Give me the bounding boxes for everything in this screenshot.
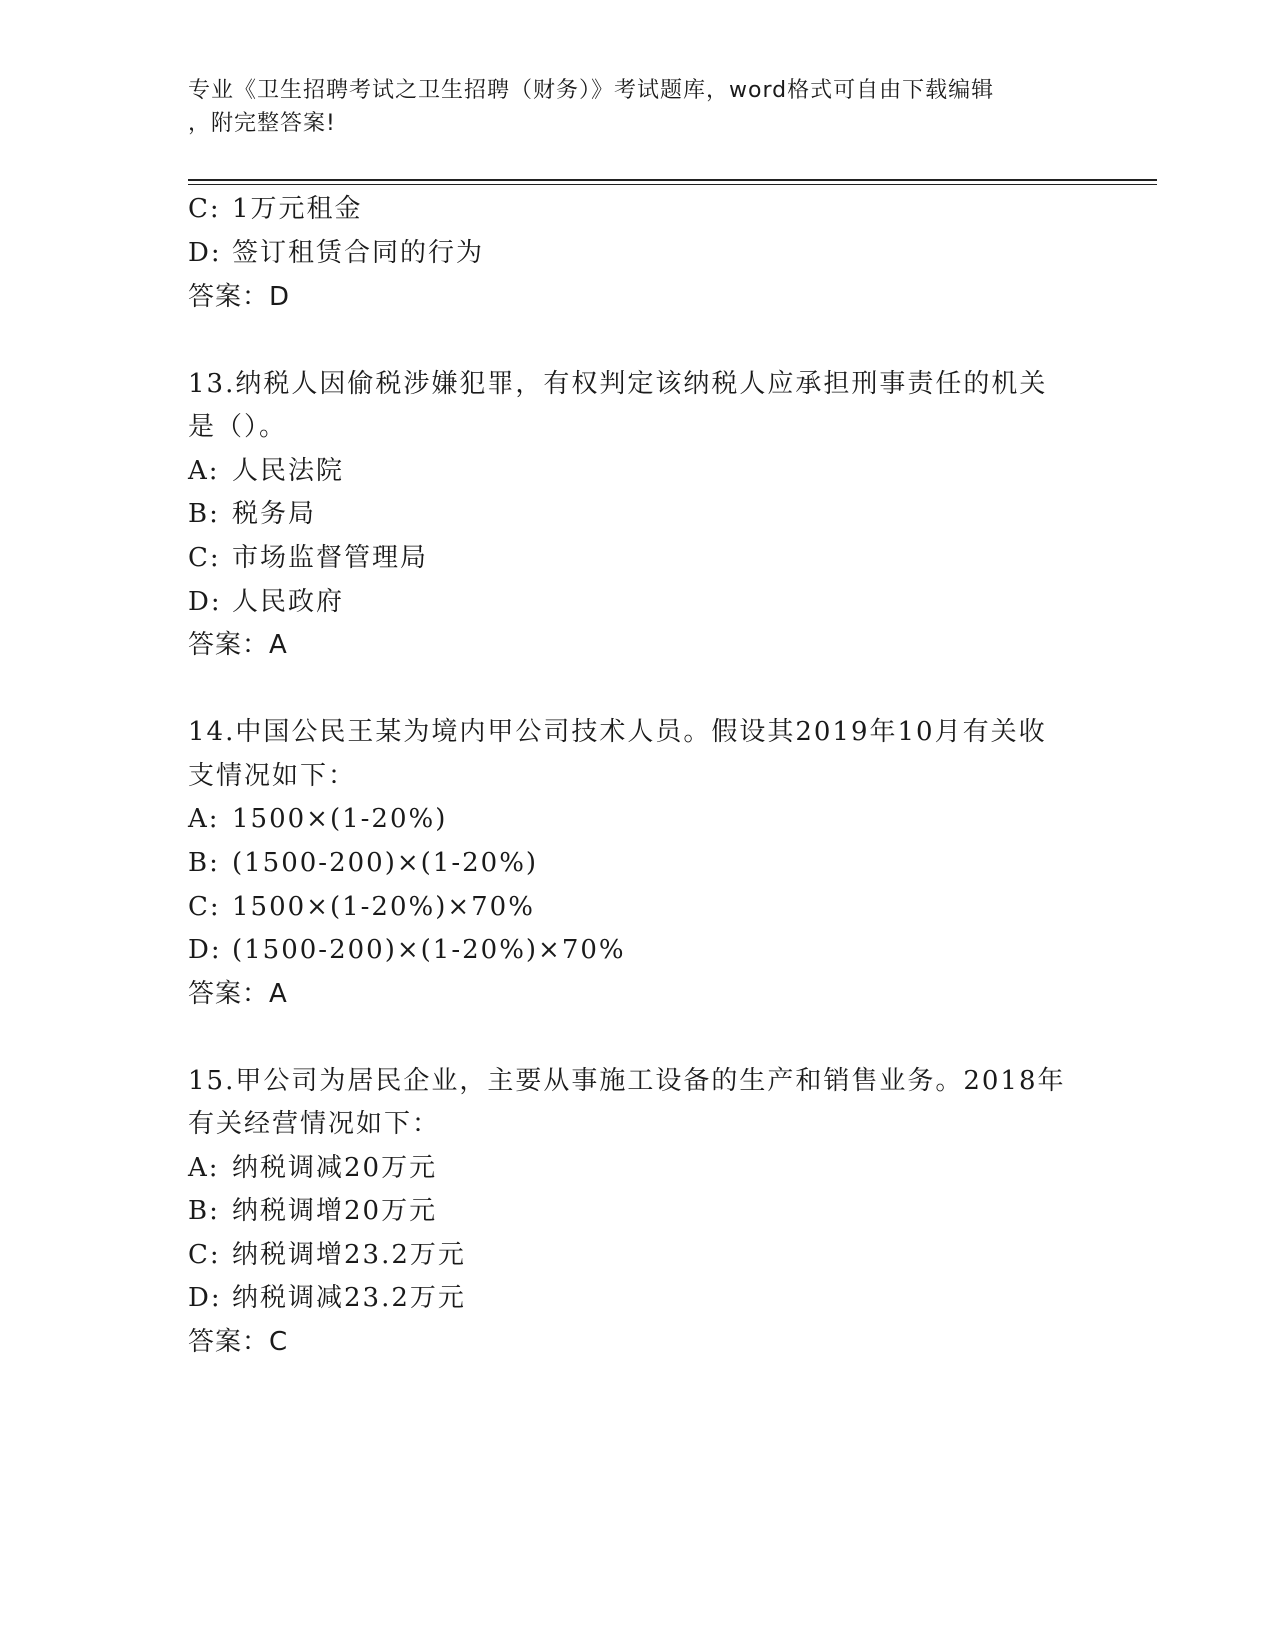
option-key: C: [188,892,221,922]
q13-option-a [188,453,344,489]
option-key: D: [188,238,222,268]
option-key: D: [188,935,222,965]
option-text: 签订租赁合同的行为 [232,238,485,268]
option-text: 人民法院 [232,456,345,486]
option-text: 纳税调增23.2万元 [232,1240,466,1270]
q15-option-a [188,1150,437,1186]
q14-option-d [188,932,626,968]
q14-answer: 答案：A [188,979,288,1009]
option-key: B: [188,848,220,878]
option-key: D: [188,1283,222,1313]
q13-stem-line-1: 13.纳税人因偷税涉嫌犯罪，有权判定该纳税人应承担刑事责任的机关 [188,369,1048,399]
option-key: B: [188,499,220,529]
q15-stem-line-1: 15.甲公司为居民企业，主要从事施工设备的生产和销售业务。2018年 [188,1066,1066,1096]
option-key: D: [188,587,222,617]
q14-option-a [188,801,447,837]
q15-option-c [188,1237,466,1273]
header-line-1: 专业《卫生招聘考试之卫生招聘（财务）》考试题库，word格式可自由下载编辑 [188,78,995,103]
option-key: C: [188,543,221,573]
option-text: 纳税调减20万元 [232,1153,438,1183]
option-text: 人民政府 [232,587,345,617]
option-text: 纳税调减23.2万元 [232,1283,466,1313]
option-text: (1500-200)×(1-20%) [232,848,539,878]
option-key: A: [188,1153,220,1183]
option-key: C: [188,194,221,224]
q13-stem-line-2: 是（）。 [188,412,288,442]
option-c-prev [188,191,363,227]
option-key: A: [188,456,220,486]
option-d-prev [188,235,484,271]
option-key: B: [188,1196,220,1226]
q14-option-b [188,845,538,881]
q15-option-b [188,1193,437,1229]
option-key: A: [188,804,220,834]
q15-stem-line-2: 有关经营情况如下： [188,1109,441,1139]
option-key: C: [188,1240,221,1270]
option-text: 税务局 [232,499,317,529]
header-line-2: ，附完整答案! [188,111,336,136]
q15-answer: 答案：C [188,1327,289,1357]
option-text: 纳税调增20万元 [232,1196,438,1226]
q14-option-c [188,889,535,925]
q13-option-b [188,496,316,532]
header-rule-thin [188,184,1157,185]
q14-stem-line-1: 14.中国公民王某为境内甲公司技术人员。假设其2019年10月有关收 [188,717,1047,747]
q13-answer: 答案：A [188,630,288,660]
header-rule-thick [188,179,1157,181]
answer-prev: 答案：D [188,282,291,312]
option-text: 市场监督管理局 [232,543,429,573]
option-text: 1万元租金 [232,194,363,224]
q13-option-c [188,540,428,576]
option-text: 1500×(1-20%)×70% [232,892,535,922]
option-text: (1500-200)×(1-20%)×70% [232,935,626,965]
option-text: 1500×(1-20%) [232,804,448,834]
q14-stem-line-2: 支情况如下： [188,761,357,791]
q15-option-d [188,1280,466,1316]
page-header [188,74,1088,140]
q13-option-d [188,584,344,620]
